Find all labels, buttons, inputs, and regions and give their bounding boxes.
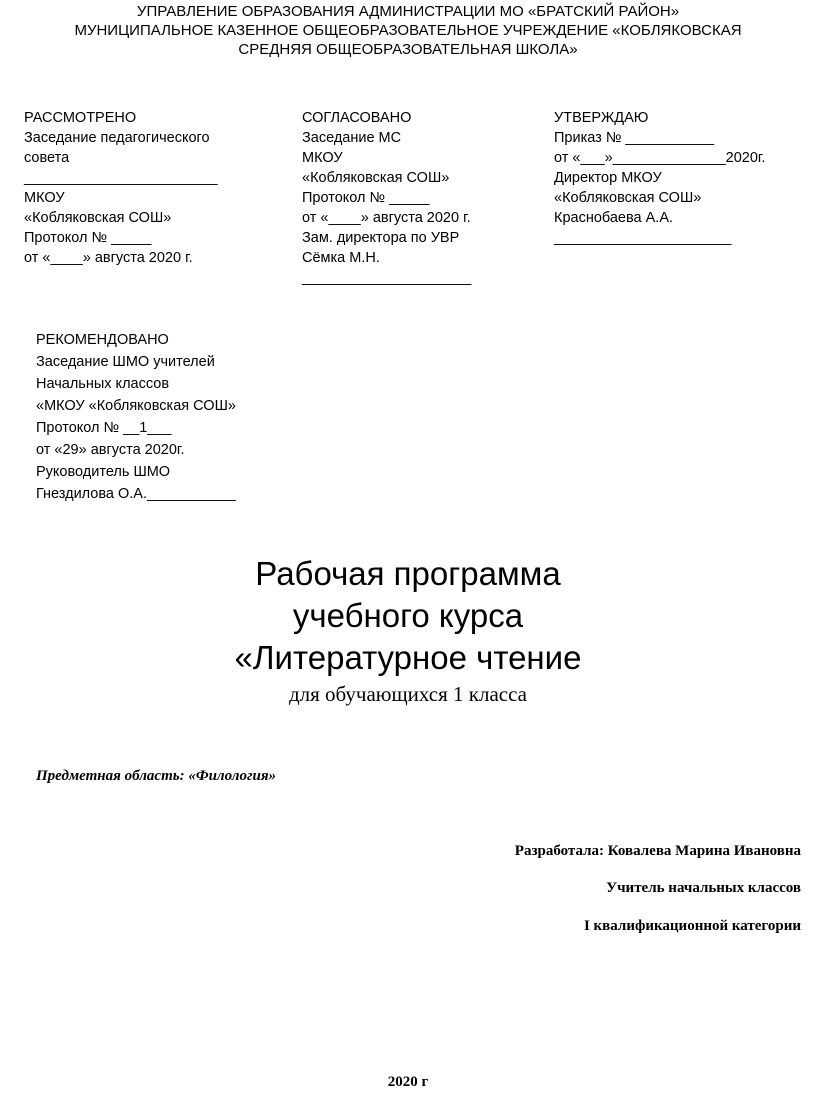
program-title-line-1: Рабочая программа: [255, 555, 561, 592]
considered-block: [24, 108, 218, 268]
program-title-line-2: учебного курса: [292, 597, 524, 634]
recommended-line: Протокол № __1___: [36, 420, 172, 436]
author-name: Разработала: Ковалева Марина Ивановна: [514, 843, 801, 859]
considered-title: РАССМОТРЕНО: [24, 110, 137, 126]
agreed-line: _____________________: [302, 270, 472, 286]
program-subtitle: для обучающихся 1 класса: [288, 682, 528, 706]
approved-line: Приказ № ___________: [554, 130, 715, 146]
program-title-line-3: «Литературное чтение: [234, 639, 582, 676]
agreed-line: Заседание МС: [302, 130, 402, 146]
document-header: [0, 2, 816, 59]
recommended-line: Гнездилова О.А.___________: [36, 486, 236, 502]
recommended-line: «МКОУ «Кобляковская СОШ»: [36, 398, 236, 414]
approved-line: ______________________: [554, 230, 732, 246]
author-position: Учитель начальных классов: [606, 880, 801, 896]
approved-line: Краснобаева А.А.: [554, 210, 674, 226]
agreed-line: Сёмка М.Н.: [302, 250, 380, 266]
considered-line: от «____» августа 2020 г.: [24, 250, 193, 266]
agreed-title: СОГЛАСОВАНО: [302, 110, 412, 126]
considered-line: ________________________: [24, 170, 218, 186]
recommended-title: РЕКОМЕНДОВАНО: [36, 332, 169, 348]
approved-block: [554, 108, 765, 248]
recommended-line: Заседание ШМО учителей: [36, 354, 215, 370]
considered-line: Протокол № _____: [24, 230, 152, 246]
recommended-line: от «29» августа 2020г.: [36, 442, 185, 458]
agreed-line: «Кобляковская СОШ»: [302, 170, 450, 186]
agreed-block: [302, 108, 471, 288]
recommended-block: [36, 329, 236, 505]
considered-line: совета: [24, 150, 70, 166]
considered-line: Заседание педагогического: [24, 130, 210, 146]
considered-line: «Кобляковская СОШ»: [24, 210, 172, 226]
approved-line: «Кобляковская СОШ»: [554, 190, 702, 206]
agreed-line: Зам. директора по УВР: [302, 230, 460, 246]
recommended-line: Начальных классов: [36, 376, 170, 392]
author-category: I квалификационной категории: [583, 918, 801, 934]
agreed-line: от «____» августа 2020 г.: [302, 210, 471, 226]
approved-line: от «___»______________2020г.: [554, 150, 766, 166]
subject-area: Предметная область: «Филология»: [36, 768, 277, 784]
approved-title: УТВЕРЖДАЮ: [554, 110, 649, 126]
agreed-line: МКОУ: [302, 150, 343, 166]
agreed-line: Протокол № _____: [302, 190, 430, 206]
header-line-1: УПРАВЛЕНИЕ ОБРАЗОВАНИЯ АДМИНИСТРАЦИИ МО «БРАТСКИЙ РАЙОН»: [136, 3, 680, 20]
document-year: 2020 г: [387, 1074, 429, 1090]
header-line-3: СРЕДНЯЯ ОБЩЕОБРАЗОВАТЕЛЬНАЯ ШКОЛА»: [238, 41, 578, 58]
considered-line: МКОУ: [24, 190, 65, 206]
header-line-2: МУНИЦИПАЛЬНОЕ КАЗЕННОЕ ОБЩЕОБРАЗОВАТЕЛЬНОЕ УЧРЕЖДЕНИЕ «КОБЛЯКОВСКАЯ: [74, 22, 742, 39]
recommended-line: Руководитель ШМО: [36, 464, 171, 480]
approved-line: Директор МКОУ: [554, 170, 662, 186]
